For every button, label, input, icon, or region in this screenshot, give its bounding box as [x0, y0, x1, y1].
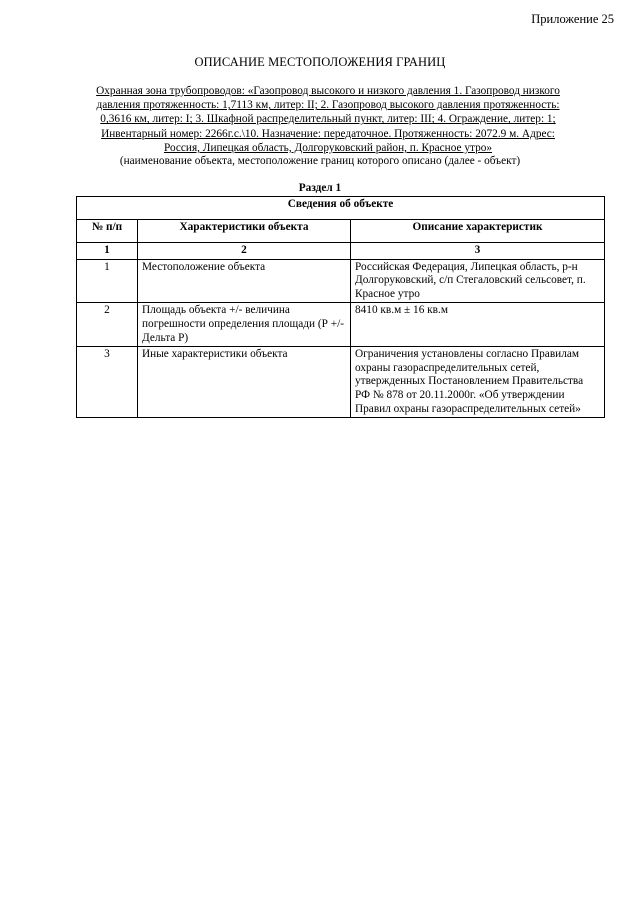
- row-number: 1: [77, 259, 138, 303]
- object-name: Охранная зона трубопроводов: «Газопровод высокого и низкого давления 1. Газопровод низкого давления протяженность: 1,7113 км, литер: II; 2. Газопровод высокого давления протяженность: 0,3616 км, литер: I; 3. Шкафной распределительный пункт, литер: III; 4. Ограждение, литер: 1; Инвентарный номер: 2266г.с.\10. Назначение: передаточное. Протяженность: 2072.9 м. Адрес: Россия, Липецкая область, Долгоруковский район, п. Красное утро»: [96, 85, 560, 154]
- table-caption: Сведения об объекте: [77, 197, 605, 220]
- object-caption: (наименование объекта, местоположение границ которого описано (далее - объект): [119, 155, 521, 167]
- row-description: 8410 кв.м ± 16 кв.м: [351, 303, 605, 347]
- table-row: [77, 347, 605, 418]
- header-characteristic: Характеристики объекта: [138, 220, 351, 243]
- object-info-table: [76, 196, 605, 418]
- document-title: ОПИСАНИЕ МЕСТОПОЛОЖЕНИЯ ГРАНИЦ: [194, 55, 446, 69]
- column-number: 3: [351, 243, 605, 260]
- table-row: [77, 303, 605, 347]
- row-characteristic: Иные характеристики объекта: [138, 347, 351, 418]
- header-num: № п/п: [77, 220, 138, 243]
- table-header-row: [77, 220, 605, 243]
- row-number: 3: [77, 347, 138, 418]
- header-description: Описание характеристик: [351, 220, 605, 243]
- section-title: Раздел 1: [298, 182, 342, 194]
- row-description: Российская Федерация, Липецкая область, р-н Долгоруковский, с/п Стегаловский сельсовет, п. Красное утро: [351, 259, 605, 303]
- row-characteristic: Площадь объекта +/- величина погрешности определения площади (Р +/- Дельта Р): [138, 303, 351, 347]
- row-characteristic: Местоположение объекта: [138, 259, 351, 303]
- row-number: 2: [77, 303, 138, 347]
- column-numbers-row: [77, 243, 605, 260]
- column-number: 2: [138, 243, 351, 260]
- row-description: Ограничения установлены согласно Правилам охраны газораспределительных сетей, утвержденных Постановлением Правительства РФ № 878 от 20.11.2000г. «Об утверждении Правил охраны газораспределительных сетей»: [351, 347, 605, 418]
- table-row: [77, 259, 605, 303]
- table-caption-row: [77, 197, 605, 220]
- appendix-label: Приложение 25: [531, 12, 614, 26]
- column-number: 1: [77, 243, 138, 260]
